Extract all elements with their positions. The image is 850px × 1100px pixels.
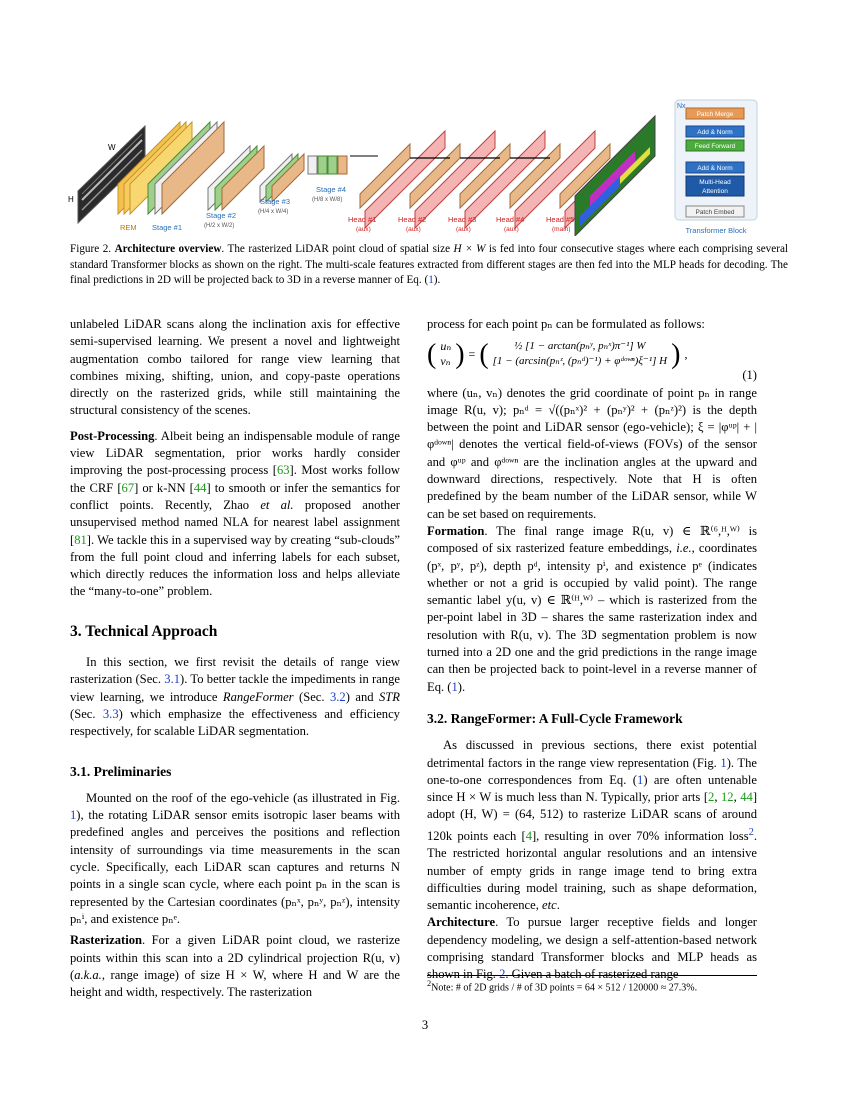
pp-text-d: ] to smooth or infer the semantics for conflict points. Recently, Zhao — [70, 480, 400, 512]
rf-text-h: . The restricted horizontal angular resolutions and an intensive number of empty grids in range image tend to bring extra difficulties during model training, such as shape deformation, semantic incoherence, — [427, 828, 757, 913]
tb-nx-label: Nx — [677, 103, 686, 110]
stage-3-label: Stage #3 — [260, 197, 291, 206]
technical-approach-para — [70, 654, 400, 740]
ta-str: STR — [379, 689, 400, 704]
pp-text-a: . Albeit being an indispensable module of range view LiDAR segmentation, prior works hardly consider improving the post-processing process [ — [70, 428, 400, 478]
ta-text-e: (Sec. — [70, 706, 103, 721]
citation-67[interactable]: 67 — [121, 480, 135, 495]
citation-63[interactable]: 63 — [276, 463, 290, 478]
pp-etal: et al. — [260, 497, 294, 512]
ta-text-b: ). To better tackle the impediments in range view learning, we introduce — [70, 672, 400, 704]
sec-ref-3-2[interactable]: 3.2 — [329, 689, 346, 704]
footnote-marker[interactable]: 2 — [748, 826, 754, 838]
ta-text-a: In this section, we first revisit the details of range view rasterization (Sec. — [70, 655, 400, 687]
formation-heading: Formation — [427, 523, 485, 538]
eq-row-2: [1 − (arcsin(pₙᶻ, (pₙᵈ)⁻¹) + φᵈᵒʷⁿ)ξ⁻¹] H — [492, 355, 668, 368]
pp-text-f: ]. We tackle this in a supervised way by creating “sub-clouds” from the full point cloud and inferring labels for each subset, which directly reduces the information loss and helps alleviate the “many-to-one” problem. — [70, 532, 400, 599]
caption-text-b: is fed into four consecutive stages where each comprising several standard Transformer blocks as shown on the right. The multi-scale features extracted from different stages are then fed into the MLP heads for decoding. The final predictions in 2D will be projected back to 3D in a reverse manner of Eq. ( — [70, 243, 789, 286]
head-1-role: (aux) — [356, 226, 371, 233]
citation-4[interactable]: 4 — [525, 828, 532, 843]
rangeformer-para — [427, 737, 757, 914]
head-2-role: (aux) — [406, 226, 421, 233]
equation-1 — [427, 339, 757, 369]
post-processing-heading: Post-Processing — [70, 428, 155, 443]
tb-patch-merge: Patch Merge — [696, 111, 734, 118]
form-text-a: . The final range image R(u, v) ∈ ℝ⁽⁶,ᴴ,ᵂ⁾ is composed of six rasterized feature embeddings, — [427, 523, 757, 556]
ta-text-f: ) which emphasize the effectiveness and efficiency respectively, for scalable LiDAR segmentation. — [70, 706, 400, 739]
head-3-role: (aux) — [456, 226, 471, 233]
footnote — [427, 975, 757, 993]
stage-4-label: Stage #4 — [316, 185, 347, 194]
tb-mha-line1: Multi-Head — [699, 179, 731, 186]
stage-3-block — [260, 154, 304, 202]
ras-aka: a.k.a. — [74, 967, 102, 982]
rf-text-c: ) are often untenable since H × W is much less than N. Typically, prior arts [ — [427, 772, 757, 805]
equation-number: (1) — [742, 368, 757, 383]
preliminaries-para — [70, 790, 400, 928]
tb-title: Transformer Block — [685, 226, 747, 235]
arch-text-b: . Given a batch of rasterized range — [505, 967, 679, 982]
form-ie: i.e. — [676, 541, 692, 556]
stage-3-dim: (H/4 x W/4) — [258, 209, 289, 215]
citation-81[interactable]: 81 — [74, 532, 87, 547]
rf-text-a: As discussed in previous sections, there exist potential detrimental factors in the range view representation (Fig. — [427, 738, 757, 770]
stage-1-label: Stage #1 — [152, 223, 183, 232]
section-3-1-heading: 3.1. Preliminaries — [70, 763, 172, 779]
pp-text-b: ]. Most works follow the CRF [ — [70, 463, 400, 495]
stage-2-label: Stage #2 — [206, 211, 237, 220]
architecture-para — [427, 914, 757, 983]
caption-text-a: . The rasterized LiDAR point cloud of spatial size — [221, 243, 454, 255]
head-4-role: (aux) — [504, 226, 519, 233]
axis-h-label: H — [68, 195, 74, 204]
rf-text-b: ). The one-to-one correspondences from Eq. ( — [427, 755, 758, 787]
rem-label: REM — [120, 223, 137, 232]
ras-text-a: . For a given LiDAR point cloud, we rasterize points within this scan into a 2D cylindrical projection R(u, v) ( — [70, 933, 400, 982]
architecture-heading: Architecture — [427, 915, 496, 930]
rf-text-e: , — [733, 790, 741, 805]
fig-ref-1[interactable]: 1 — [70, 808, 77, 823]
head-4-label: Head #4 — [496, 215, 525, 224]
pp-text-e: proposed another unsupervised method named NLA for nearest label assignment [ — [70, 497, 400, 547]
eq-ref-1[interactable]: 1 — [451, 679, 458, 694]
eq-row-1: ½ [1 − arctan(pₙʸ, pₙˣ)π⁻¹] W — [514, 340, 646, 353]
architecture-diagram — [60, 96, 760, 236]
sec-ref-3-1[interactable]: 3.1 — [164, 672, 181, 687]
equation-body: ( uₙ vₙ ) = ( ½ [1 − arctan(pₙʸ, pₙˣ)π⁻¹] W [1 − (arcsin(pₙᶻ, (pₙᵈ)⁻¹) + φᵈᵒʷⁿ)ξ⁻¹] H ) , — [427, 338, 688, 370]
citation-44b[interactable]: 44 — [740, 790, 753, 805]
caption-math: H × W — [453, 243, 486, 255]
footnote-number: 2 — [427, 979, 432, 988]
head-1-label: Head #1 — [348, 215, 377, 224]
citation-12[interactable]: 12 — [720, 790, 734, 805]
head-3-label: Head #3 — [448, 215, 477, 224]
definitions-para: where (uₙ, vₙ) denotes the grid coordinate of point pₙ in range image R(u, v); pₙᵈ = √((pₙˣ)² + (pₙʸ)² + (pₙᶻ)²) is the depth between the point and LiDAR sensor (ego-vehicle); ξ = |φᵘᵖ| + |φᵈᵒʷⁿ| denotes the vertical field-of-views (FOVs) of the sensor and φᵘᵖ and φᵈᵒʷⁿ are the inclination angles at the upward and downward directions, respectively. Note that H is often predefined by the beam number of the LiDAR sensor, while W can be set based on requirements. — [427, 385, 757, 521]
ras-text-b: , range image) of size H × W, where H and W are the height and width, respectively. The rasterization — [70, 967, 400, 1000]
axis-w-label: W — [108, 143, 116, 152]
left-column — [70, 316, 400, 1001]
pre-text-a: Mounted on the roof of the ego-vehicle (as illustrated in Fig. — [86, 790, 400, 805]
rf-fig-ref[interactable]: 1 — [720, 755, 727, 770]
caption-label: Figure 2. — [70, 243, 112, 255]
post-processing-para — [70, 428, 400, 601]
footnote-text: Note: # of 2D grids / # of 3D points = 64 × 512 / 120000 ≈ 27.3%. — [431, 982, 698, 994]
rf-text-f: ] adopt (H, W) = (64, 512) to rasterize LiDAR scans of around 120k points each [ — [427, 790, 758, 843]
caption-bold: Architecture overview — [114, 243, 222, 255]
left-para-1: unlabeled LiDAR scans along the inclination axis for effective semi-supervised learning. We present a novel and lightweight augmentation combo tailored for range view learning that combines mixing, shifting, union, and copy-paste operations directly on the rasterized grids, while still maintaining the structural consistency of the scenes. — [70, 317, 400, 418]
head-5-label: Head #5 — [546, 215, 575, 224]
fig-ref-2[interactable]: 2 — [499, 967, 506, 982]
pp-text-c: ] or k-NN [ — [134, 480, 194, 495]
citation-2[interactable]: 2 — [708, 790, 715, 805]
architecture-figure — [60, 96, 760, 236]
arch-text-a: . To pursue larger receptive fields and longer dependency modeling, we design a self-attention-based network comprising standard Transformer blocks and MLP heads as shown in Fig. — [427, 915, 757, 982]
transformer-block-panel — [675, 100, 757, 220]
section-3-2-heading: 3.2. RangeFormer: A Full-Cycle Framework — [427, 710, 683, 726]
sec-ref-3-3[interactable]: 3.3 — [102, 706, 119, 721]
tb-patch-embed: Patch Embed — [695, 209, 735, 216]
page-number: 3 — [421, 1018, 429, 1032]
rasterization-para — [70, 932, 400, 1001]
eq-v: vₙ — [440, 354, 451, 369]
stage-2-dim: (H/2 x W/2) — [204, 223, 235, 229]
tb-feed-forward: Feed Forward — [694, 143, 736, 150]
right-column — [427, 316, 757, 984]
pre-text-b: ), the rotating LiDAR sensor emits isotropic laser beams with predefined angles and perceives the positions and reflection intensity of surroundings via time measurements in the scan cycle. Specifically, each LiDAR scan captures and returns N points in a single scan cycle, where each point pₙ in the scan is represented by the Cartesian coordinates (pₙˣ, pₙʸ, pₙᶻ), intensity pₙⁱ, and existence pₙᵉ. — [70, 808, 400, 926]
form-text-b: , coordinates (pˣ, pʸ, pᶻ), depth pᵈ, intensity pⁱ, and existence pᵉ (indicates whether or not a grid is occupied by valid point). The range semantic label y(u, v) ∈ ℝ⁽ᴴ,ᵂ⁾ – which is rasterized from the per-point label in 3D – shares the same rasterization index and resolution with R(u, v). The 3D segmentation problem is now turned into a 2D one and the grid predictions in the range image can then be projected back to point-level in a reverse manner of Eq. ( — [427, 541, 757, 694]
rf-text-d: , — [714, 790, 721, 805]
head-5-role: (main) — [552, 226, 571, 233]
figure-caption — [70, 242, 788, 289]
right-intro: process for each point pₙ can be formulated as follows: — [427, 317, 705, 331]
ta-rangeformer: RangeFormer — [222, 689, 294, 704]
caption-eq-ref[interactable]: 1 — [428, 274, 434, 286]
stage-4-block — [308, 156, 347, 174]
tb-add-norm-2: Add & Norm — [697, 165, 733, 172]
rf-etc: etc — [542, 898, 557, 913]
tb-mha-line2: Attention — [702, 188, 728, 195]
form-text-c: ). — [457, 679, 466, 694]
caption-text-c: ). — [433, 274, 441, 286]
ta-text-c: (Sec. — [293, 689, 330, 704]
tb-add-norm-1: Add & Norm — [697, 129, 733, 136]
rf-text-i: . — [556, 898, 560, 913]
stage-4-dim: (H/8 x W/8) — [312, 197, 343, 203]
citation-44[interactable]: 44 — [193, 480, 207, 495]
rf-eq-ref[interactable]: 1 — [637, 772, 644, 787]
head-2-label: Head #2 — [398, 215, 427, 224]
rf-text-g: ], resulting in over 70% information loss — [531, 828, 749, 843]
eq-u: uₙ — [440, 339, 452, 354]
ta-text-d: ) and — [345, 689, 379, 704]
rasterization-heading: Rasterization — [70, 933, 143, 948]
section-3-heading: 3. Technical Approach — [70, 622, 218, 640]
formation-para — [427, 523, 757, 696]
